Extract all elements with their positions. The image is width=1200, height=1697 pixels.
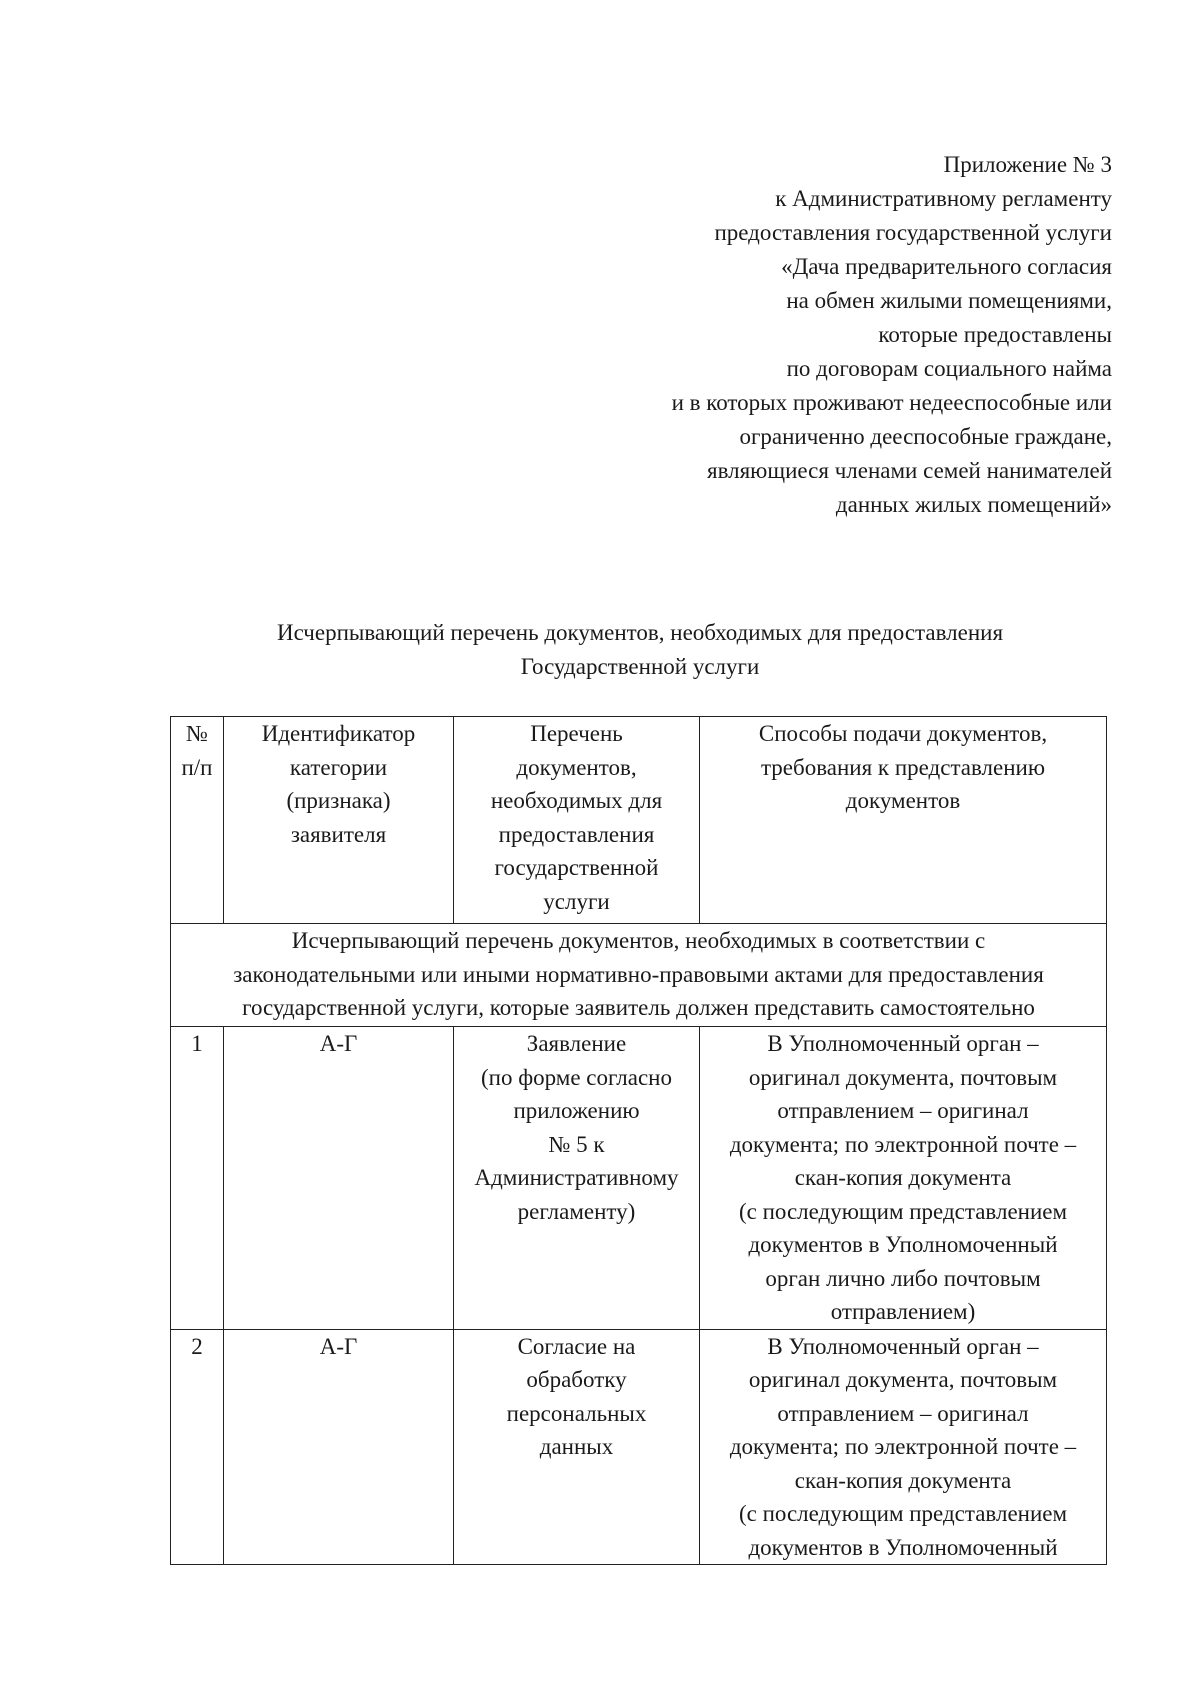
appendix-header-line: к Административному регламенту: [775, 186, 1112, 211]
header-cell-category: Идентификатор категории (признака) заявителя: [224, 717, 454, 924]
appendix-header: [512, 148, 1112, 522]
cell-submission: В Уполномоченный орган – оригинал документа, почтовым отправлением – оригинал документа; по электронной почте – скан-копия документа (с последующим представлением документов в Уполномоченный орган лично либо почтовым отправлением): [700, 1027, 1107, 1330]
table-row: [171, 1329, 1107, 1565]
appendix-header-line: «Дача предварительного согласия: [781, 254, 1112, 279]
table-header-row: [171, 717, 1107, 924]
cell-document: Согласие на обработку персональных данных: [454, 1329, 700, 1565]
appendix-header-line: данных жилых помещений»: [835, 492, 1112, 517]
appendix-header-line: и в которых проживают недееспособные или: [671, 390, 1112, 415]
header-cell-documents: Перечень документов, необходимых для предоставления государственной услуги: [454, 717, 700, 924]
cell-document: Заявление (по форме согласно приложению № 5 к Административному регламенту): [454, 1027, 700, 1330]
header-cell-number: № п/п: [171, 717, 224, 924]
appendix-header-line: на обмен жилыми помещениями,: [786, 288, 1112, 313]
document-title-line-2: Государственной услуги: [520, 654, 760, 679]
cell-category: А-Г: [224, 1027, 454, 1330]
appendix-header-line: Приложение № 3: [943, 152, 1112, 177]
document-title-line-1: Исчерпывающий перечень документов, необходимых для предоставления: [276, 620, 1004, 645]
appendix-header-line: по договорам социального найма: [786, 356, 1112, 381]
header-cell-submission: Способы подачи документов, требования к представлению документов: [700, 717, 1107, 924]
cell-number: 1: [171, 1027, 224, 1330]
section-heading-cell: Исчерпывающий перечень документов, необходимых в соответствии с законодательными или иными нормативно-правовыми актами для предоставления государственной услуги, которые заявитель должен представить самостоятельно: [171, 924, 1107, 1027]
document-title: [170, 616, 1110, 684]
table-row: [171, 1027, 1107, 1330]
appendix-header-line: являющиеся членами семей нанимателей: [706, 458, 1112, 483]
cell-submission: В Уполномоченный орган – оригинал документа, почтовым отправлением – оригинал документа; по электронной почте – скан-копия документа (с последующим представлением документов в Уполномоченный: [700, 1329, 1107, 1565]
table-section-row: [171, 924, 1107, 1027]
documents-table: [170, 716, 1107, 1565]
appendix-header-line: которые предоставлены: [878, 322, 1112, 347]
appendix-header-line: ограниченно дееспособные граждане,: [739, 424, 1112, 449]
cell-category: А-Г: [224, 1329, 454, 1565]
cell-number: 2: [171, 1329, 224, 1565]
appendix-header-line: предоставления государственной услуги: [714, 220, 1112, 245]
